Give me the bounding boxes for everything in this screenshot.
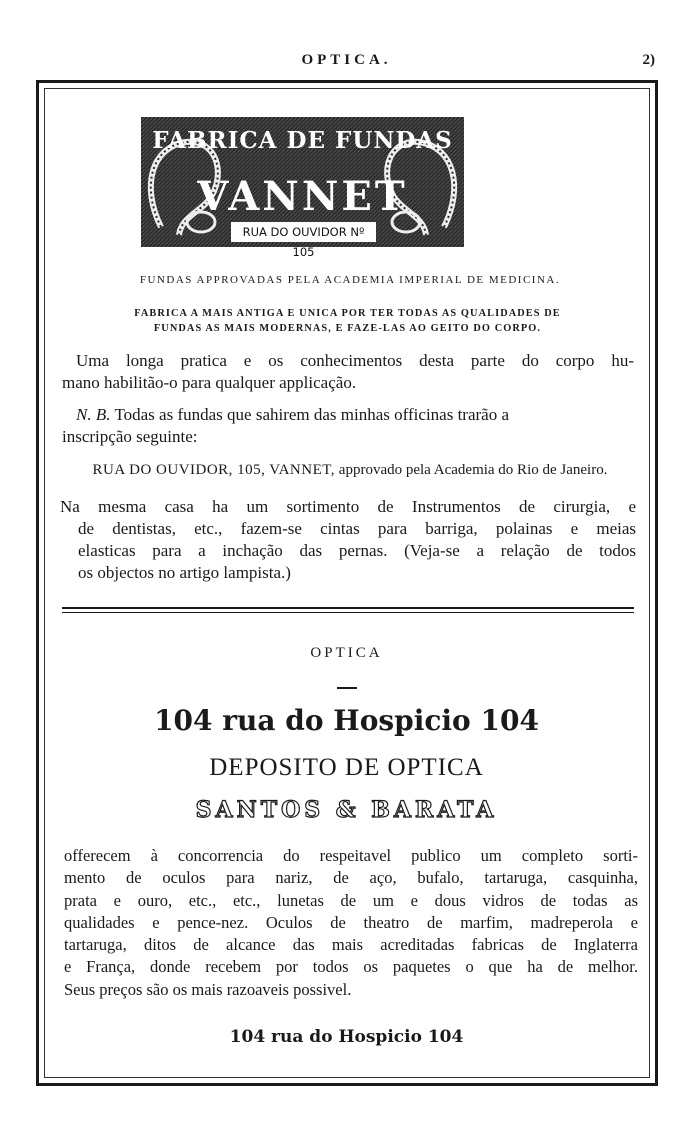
nota-bene-label: N. B. bbox=[76, 405, 111, 424]
body-line: qualidades e pence-nez. Oculos de theatro de marfim, madreperola e bbox=[64, 912, 638, 932]
inscription-rest: approvado pela Academia do Rio de Janeiro. bbox=[338, 462, 608, 478]
nota-bene-text: Todas as fundas que sahirem das minhas officinas trarão a bbox=[114, 405, 510, 424]
body-line: tartaruga, ditos de alcance das mais acreditadas fabricas de Inglaterra bbox=[64, 935, 638, 955]
paragraph-1-line-1: Uma longa pratica e os conhecimentos desta parte do corpo hu- bbox=[76, 351, 634, 370]
page-number: 2) bbox=[642, 52, 655, 68]
running-head: OPTICA. bbox=[301, 52, 392, 68]
claim-line-2: FUNDAS AS MAIS MODERNAS, E FAZE-LAS AO GEITO DO CORPO. bbox=[153, 323, 542, 334]
deposit-title: DEPOSITO DE OPTICA bbox=[209, 754, 484, 781]
banner-arc-title: FABRICA DE FUNDAS bbox=[152, 127, 453, 154]
paragraph-3-line-4: os objectos no artigo lampista.) bbox=[78, 563, 291, 582]
section-title: OPTICA bbox=[310, 645, 383, 661]
nota-bene-line-1 bbox=[76, 404, 636, 426]
paragraph-3-line-3: elasticas para a inchação das pernas. (Veja-se a relação de todos bbox=[78, 541, 636, 560]
optica-body bbox=[64, 845, 638, 1001]
body-line: Seus preços são os mais razoaveis possivel. bbox=[64, 979, 352, 999]
page-header bbox=[0, 50, 693, 72]
section-divider bbox=[62, 607, 634, 613]
inscription-line bbox=[60, 462, 640, 479]
body-line: prata e ouro, etc., etc., lunetas de um e dous vidros de todas as bbox=[64, 890, 638, 910]
claim-line-1: FABRICA A MAIS ANTIGA E UNICA POR TER TODAS AS QUALIDADES DE bbox=[134, 308, 561, 319]
short-rule bbox=[337, 687, 357, 689]
inscription-street: RUA DO OUVIDOR, 105, bbox=[92, 462, 266, 478]
vannet-banner bbox=[141, 117, 464, 259]
paragraph-1-line-2: mano habilitão-o para qualquer applicação. bbox=[62, 373, 357, 392]
paragraph-3-line-2: de dentistas, etc., fazem-se cintas para barriga, polainas e meias bbox=[78, 519, 636, 538]
footer-address: 104 rua do Hospicio 104 bbox=[229, 1027, 464, 1047]
headline-address: 104 rua do Hospicio 104 bbox=[154, 704, 539, 737]
nota-bene-line-2: inscripção seguinte: bbox=[62, 427, 198, 446]
banner-address: RUA DO OUVIDOR Nº 105 bbox=[231, 222, 376, 242]
approval-line: FUNDAS APPROVADAS PELA ACADEMIA IMPERIAL DE MEDICINA. bbox=[139, 274, 561, 286]
banner-brand-name: VANNET bbox=[197, 173, 408, 220]
firm-name: SANTOS & BARATA bbox=[195, 797, 498, 823]
body-line: offerecem à concorrencia do respeitavel publico um completo sorti- bbox=[64, 846, 638, 865]
body-line: mento de oculos para nariz, de aço, bufalo, tartaruga, casquinha, bbox=[64, 868, 638, 888]
paragraph-3-line-1: Na mesma casa ha um sortimento de Instrumentos de cirurgia, e bbox=[60, 497, 636, 516]
body-line: e França, donde recebem por todos os paquetes o que ha de melhor. bbox=[64, 957, 638, 977]
inscription-name: VANNET, bbox=[269, 462, 336, 478]
